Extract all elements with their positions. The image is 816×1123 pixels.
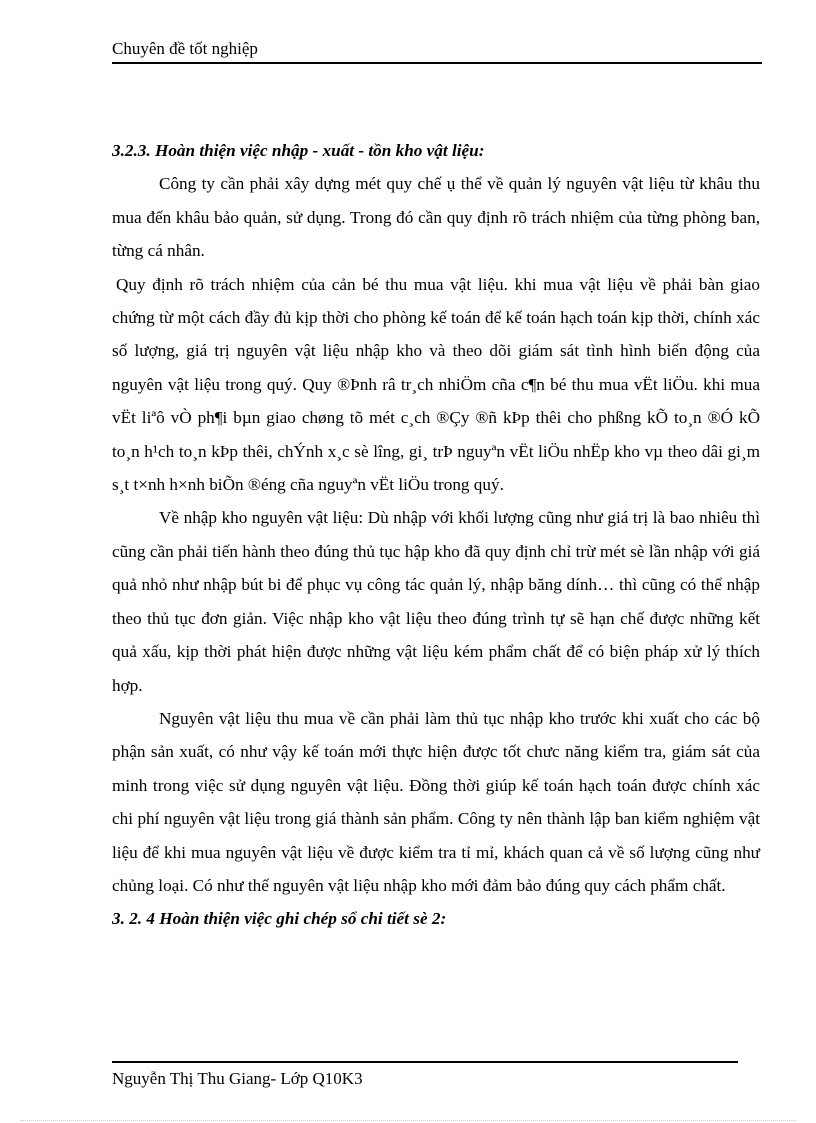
section-heading-3-2-3: 3.2.3. Hoàn thiện việc nhập - xuất - tồn kho vật liệu: <box>112 141 485 160</box>
paragraph-4: Nguyên vật liệu thu mua về cần phải làm thủ tục nhập kho trước khi xuất cho các bộ phận sản xuất, có như vậy kế toán mới thực hiện được tốt chưc năng kiểm tra, giám sát của minh trong việc sử dụng nguyên vật liệu. Đồng thời giúp kế toán hạch toán được chính xác chi phí nguyên vật liệu trong giá thành sản phẩm. Công ty nên thành lập ban kiểm nghiệm vật liệu để khi mua nguyên vật liệu về được kiểm tra tỉ mỉ, khách quan cả về số lượng cũng như chủng loại. Có như thế nguyên vật liệu nhập kho mới đảm bảo đúng quy cách phẩm chất. <box>112 708 760 895</box>
page-footer: Nguyễn Thị Thu Giang- Lớp Q10K3 <box>112 1069 363 1088</box>
paragraph-2: Quy định rõ trách nhiệm của cản bé thu mua vật liệu. khi mua vật liệu về phải bàn giao chứng từ một cách đầy đủ kịp thời cho phòng kế toán để kế toán hạch toán kịp thời, chính xác số lượng, giá trị nguyên vật liệu nhập kho và theo dõi giám sát tình hình biến động của nguyên vật liệu trong quý. Quy ®Þnh râ tr¸ch nhiÖm cña c¶n bé thu mua vËt liÖu. khi mua vËt liªô vÒ ph¶i bµn giao chøng tõ mét c¸ch ®Çy ®ñ kÞp thêi cho phßng kÕ to¸n ®Ó kÕ to¸n h¹ch to¸n kÞp thêi, chÝnh x¸c sè lîng, gi¸ trÞ nguyªn vËt liÖu nhËp kho vµ theo dâi gi¸m s¸t t×nh h×nh biÕn ®éng cña nguyªn vËt liÖu trong quý. <box>112 274 760 495</box>
paragraph-1: Công ty cần phải xây dựng mét quy chế ụ thể về quản lý nguyên vật liệu từ khâu thu mua đến khâu bảo quản, sử dụng. Trong đó cần quy định rõ trách nhiệm của từng phòng ban, từng cá nhân. <box>112 174 760 261</box>
paragraph-3: Về nhập kho nguyên vật liệu: Dù nhập với khối lượng cũng như giá trị là bao nhiêu thì cũng cần phải tiến hành theo đúng thủ tục hập kho đã quy định chỉ trừ mét sè lần nhập với giá quả nhỏ như nhập bút bi để phục vụ công tác quản lý, nhập băng dính… thì cũng có thể nhập theo thủ tục đơn giản. Việc nhập kho vật liệu theo đúng trình tự sẽ hạn chế được những kết quả xấu, kịp thời phát hiện được những vật liệu kém phẩm chất để có biện pháp xử lý thích hợp. <box>112 508 760 695</box>
header-divider <box>112 62 762 64</box>
footer-divider <box>112 1061 738 1063</box>
document-body <box>112 134 760 936</box>
page-header: Chuyên đề tốt nghiệp <box>112 39 258 58</box>
section-heading-3-2-4: 3. 2. 4 Hoàn thiện việc ghi chép sổ chi tiết sè 2: <box>112 909 447 929</box>
page-bottom-dotted-line <box>20 1120 796 1121</box>
